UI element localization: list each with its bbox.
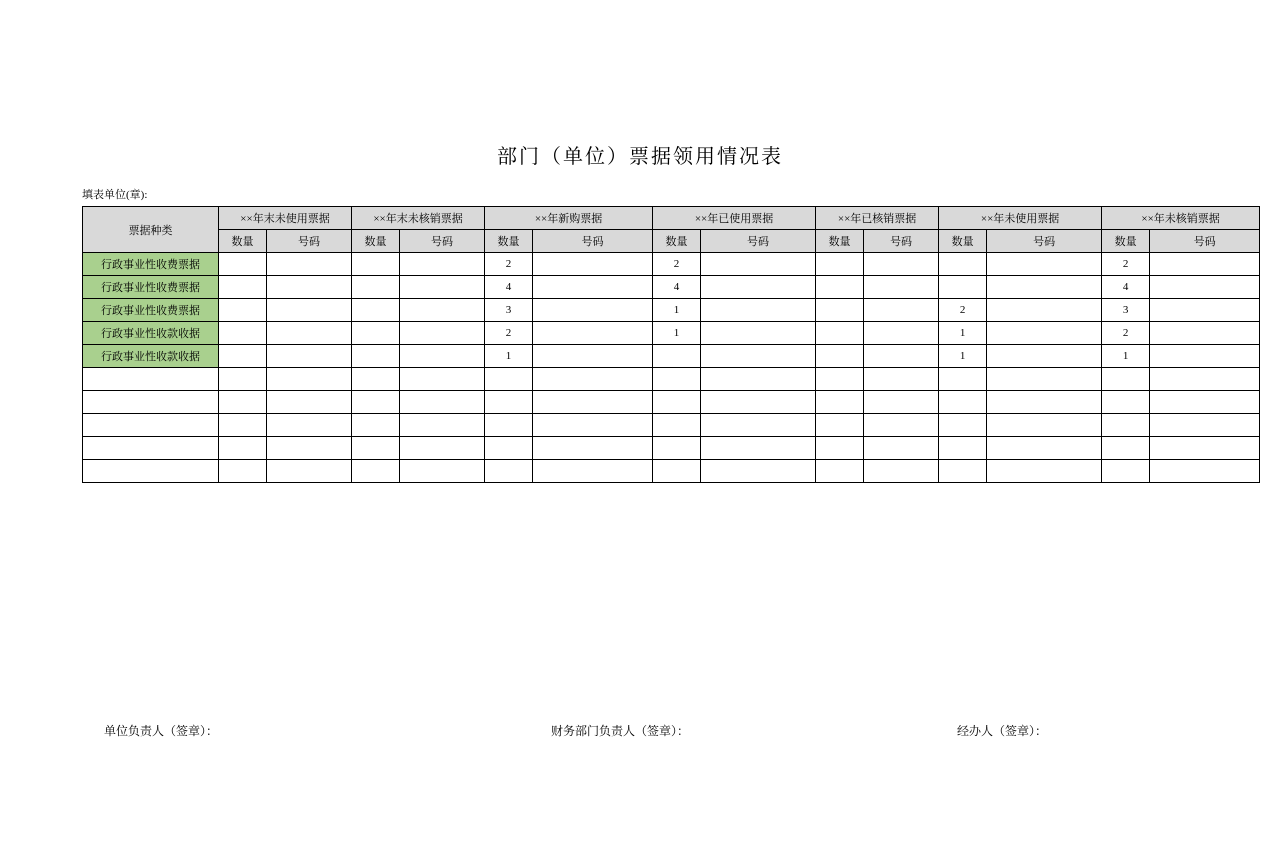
row-kind-cell[interactable]: 行政事业性收款收据 (83, 345, 219, 368)
cell-quantity[interactable]: 3 (1102, 299, 1150, 322)
cell-quantity[interactable] (939, 437, 987, 460)
cell-number[interactable] (533, 391, 653, 414)
table-row (83, 322, 1260, 345)
cell-quantity[interactable] (352, 437, 400, 460)
cell-quantity[interactable] (816, 414, 864, 437)
cell-quantity[interactable]: 1 (485, 345, 533, 368)
cell-quantity[interactable]: 4 (653, 276, 701, 299)
header-sub-qty-2: 数量 (485, 230, 533, 253)
cell-quantity[interactable]: 2 (1102, 253, 1150, 276)
cell-quantity[interactable]: 2 (1102, 322, 1150, 345)
header-sub-qty-1: 数量 (352, 230, 400, 253)
table-row (83, 414, 1260, 437)
cell-quantity[interactable] (653, 345, 701, 368)
cell-quantity[interactable]: 2 (939, 299, 987, 322)
cell-number[interactable] (1150, 253, 1260, 276)
cell-number[interactable] (987, 391, 1102, 414)
cell-number[interactable] (701, 437, 816, 460)
cell-number[interactable] (864, 368, 939, 391)
cell-number[interactable] (1150, 368, 1260, 391)
cell-quantity[interactable] (653, 368, 701, 391)
cell-number[interactable] (701, 345, 816, 368)
row-kind-cell[interactable]: 行政事业性收费票据 (83, 276, 219, 299)
cell-number[interactable] (987, 460, 1102, 483)
cell-number[interactable] (987, 253, 1102, 276)
cell-number[interactable] (267, 322, 352, 345)
cell-quantity[interactable] (219, 345, 267, 368)
cell-quantity[interactable]: 1 (653, 322, 701, 345)
header-kind: 票据种类 (83, 207, 219, 253)
cell-number[interactable] (533, 414, 653, 437)
cell-quantity[interactable] (352, 299, 400, 322)
header-sub-qty-0: 数量 (219, 230, 267, 253)
header-group-2: ××年新购票据 (485, 207, 653, 230)
cell-number[interactable] (864, 253, 939, 276)
cell-quantity[interactable] (219, 391, 267, 414)
cell-number[interactable] (267, 299, 352, 322)
cell-quantity[interactable]: 1 (1102, 345, 1150, 368)
table-row (83, 345, 1260, 368)
cell-number[interactable] (267, 460, 352, 483)
cell-number[interactable] (701, 253, 816, 276)
cell-number[interactable] (533, 322, 653, 345)
header-sub-no-0: 号码 (267, 230, 352, 253)
table-row (83, 391, 1260, 414)
cell-number[interactable] (400, 437, 485, 460)
cell-number[interactable] (533, 253, 653, 276)
cell-quantity[interactable]: 4 (485, 276, 533, 299)
header-sub-qty-4: 数量 (816, 230, 864, 253)
page-title: 部门（单位）票据领用情况表 (497, 146, 783, 168)
cell-number[interactable] (701, 322, 816, 345)
cell-quantity[interactable] (219, 460, 267, 483)
cell-quantity[interactable]: 1 (939, 322, 987, 345)
footer-unit-head: 单位负责人（签章）： (104, 724, 219, 738)
cell-number[interactable] (701, 391, 816, 414)
cell-quantity[interactable] (352, 276, 400, 299)
cell-number[interactable] (864, 299, 939, 322)
cell-number[interactable] (701, 414, 816, 437)
cell-quantity[interactable] (352, 368, 400, 391)
cell-quantity[interactable] (219, 276, 267, 299)
cell-number[interactable] (533, 437, 653, 460)
header-sub-no-5: 号码 (987, 230, 1102, 253)
cell-number[interactable] (400, 460, 485, 483)
cell-number[interactable] (533, 345, 653, 368)
cell-quantity[interactable] (653, 414, 701, 437)
cell-quantity[interactable] (352, 414, 400, 437)
row-kind-cell[interactable]: 行政事业性收款收据 (83, 322, 219, 345)
cell-quantity[interactable]: 1 (939, 345, 987, 368)
cell-quantity[interactable] (352, 391, 400, 414)
cell-quantity[interactable] (1102, 391, 1150, 414)
table-row (83, 299, 1260, 322)
cell-quantity[interactable] (653, 391, 701, 414)
cell-number[interactable] (701, 460, 816, 483)
cell-quantity[interactable]: 2 (485, 322, 533, 345)
cell-number[interactable] (864, 391, 939, 414)
row-kind-cell[interactable]: 行政事业性收费票据 (83, 299, 219, 322)
cell-quantity[interactable] (816, 253, 864, 276)
cell-number[interactable] (987, 345, 1102, 368)
cell-number[interactable] (267, 368, 352, 391)
cell-quantity[interactable] (939, 460, 987, 483)
cell-quantity[interactable]: 2 (485, 253, 533, 276)
cell-quantity[interactable] (816, 276, 864, 299)
cell-number[interactable] (1150, 276, 1260, 299)
cell-number[interactable] (864, 460, 939, 483)
cell-quantity[interactable]: 1 (653, 299, 701, 322)
row-kind-cell[interactable] (83, 368, 219, 391)
cell-number[interactable] (267, 276, 352, 299)
cell-quantity[interactable] (939, 368, 987, 391)
cell-number[interactable] (267, 437, 352, 460)
cell-number[interactable] (701, 368, 816, 391)
cell-quantity[interactable]: 3 (485, 299, 533, 322)
cell-quantity[interactable] (352, 253, 400, 276)
cell-number[interactable] (1150, 322, 1260, 345)
cell-quantity[interactable] (939, 414, 987, 437)
header-group-3: ××年已使用票据 (653, 207, 816, 230)
row-kind-cell[interactable] (83, 437, 219, 460)
cell-number[interactable] (701, 276, 816, 299)
cell-number[interactable] (864, 276, 939, 299)
cell-number[interactable] (400, 414, 485, 437)
row-kind-cell[interactable] (83, 391, 219, 414)
cell-quantity[interactable] (939, 276, 987, 299)
row-kind-cell[interactable] (83, 460, 219, 483)
signature-footer (0, 722, 1280, 742)
table-header-sub-row (83, 230, 1260, 253)
header-group-6: ××年未核销票据 (1102, 207, 1260, 230)
cell-quantity[interactable] (816, 460, 864, 483)
table-row (83, 368, 1260, 391)
table-row (83, 253, 1260, 276)
cell-quantity[interactable] (352, 345, 400, 368)
header-sub-qty-3: 数量 (653, 230, 701, 253)
cell-number[interactable] (1150, 345, 1260, 368)
cell-number[interactable] (267, 253, 352, 276)
header-sub-no-6: 号码 (1150, 230, 1260, 253)
cell-number[interactable] (1150, 299, 1260, 322)
header-sub-no-3: 号码 (701, 230, 816, 253)
cell-quantity[interactable] (816, 437, 864, 460)
cell-quantity[interactable] (939, 253, 987, 276)
cell-quantity[interactable] (219, 368, 267, 391)
cell-number[interactable] (533, 460, 653, 483)
cell-number[interactable] (1150, 437, 1260, 460)
cell-number[interactable] (400, 391, 485, 414)
bill-usage-table (82, 206, 1260, 483)
cell-quantity[interactable] (485, 437, 533, 460)
cell-quantity[interactable] (485, 391, 533, 414)
cell-number[interactable] (533, 299, 653, 322)
header-group-1: ××年末未核销票据 (352, 207, 485, 230)
cell-quantity[interactable] (816, 299, 864, 322)
header-sub-qty-5: 数量 (939, 230, 987, 253)
cell-quantity[interactable] (485, 414, 533, 437)
cell-quantity[interactable] (653, 460, 701, 483)
cell-quantity[interactable] (219, 253, 267, 276)
table-row (83, 460, 1260, 483)
cell-number[interactable] (987, 322, 1102, 345)
cell-number[interactable] (533, 368, 653, 391)
cell-quantity[interactable] (219, 299, 267, 322)
header-group-0: ××年末未使用票据 (219, 207, 352, 230)
cell-number[interactable] (267, 391, 352, 414)
cell-quantity[interactable] (1102, 368, 1150, 391)
cell-number[interactable] (400, 276, 485, 299)
cell-number[interactable] (701, 299, 816, 322)
row-kind-cell[interactable] (83, 414, 219, 437)
header-group-4: ××年已核销票据 (816, 207, 939, 230)
cell-quantity[interactable] (816, 322, 864, 345)
header-sub-no-2: 号码 (533, 230, 653, 253)
cell-number[interactable] (267, 345, 352, 368)
header-sub-no-1: 号码 (400, 230, 485, 253)
cell-quantity[interactable] (352, 322, 400, 345)
table-row (83, 437, 1260, 460)
cell-quantity[interactable] (1102, 414, 1150, 437)
cell-number[interactable] (987, 368, 1102, 391)
cell-number[interactable] (400, 253, 485, 276)
cell-quantity[interactable] (219, 414, 267, 437)
table-header-group-row (83, 207, 1260, 230)
cell-number[interactable] (400, 299, 485, 322)
cell-number[interactable] (987, 299, 1102, 322)
header-sub-no-4: 号码 (864, 230, 939, 253)
cell-quantity[interactable]: 4 (1102, 276, 1150, 299)
cell-number[interactable] (987, 276, 1102, 299)
cell-quantity[interactable] (653, 437, 701, 460)
footer-operator: 经办人（签章）： (957, 724, 1048, 738)
filler-unit-label: 填表单位(章): (82, 189, 148, 201)
row-kind-cell[interactable]: 行政事业性收费票据 (83, 253, 219, 276)
cell-number[interactable] (864, 437, 939, 460)
cell-quantity[interactable] (939, 391, 987, 414)
cell-quantity[interactable]: 2 (653, 253, 701, 276)
cell-quantity[interactable] (485, 460, 533, 483)
cell-number[interactable] (267, 414, 352, 437)
cell-number[interactable] (1150, 391, 1260, 414)
cell-number[interactable] (864, 345, 939, 368)
cell-number[interactable] (1150, 414, 1260, 437)
cell-number[interactable] (1150, 460, 1260, 483)
header-group-5: ××年未使用票据 (939, 207, 1102, 230)
cell-number[interactable] (533, 276, 653, 299)
cell-quantity[interactable] (352, 460, 400, 483)
cell-number[interactable] (987, 437, 1102, 460)
cell-quantity[interactable] (485, 368, 533, 391)
cell-number[interactable] (400, 345, 485, 368)
table-body (83, 253, 1260, 483)
header-sub-qty-6: 数量 (1102, 230, 1150, 253)
cell-quantity[interactable] (816, 391, 864, 414)
cell-number[interactable] (864, 414, 939, 437)
cell-quantity[interactable] (1102, 437, 1150, 460)
cell-number[interactable] (864, 322, 939, 345)
cell-quantity[interactable] (816, 368, 864, 391)
cell-number[interactable] (400, 322, 485, 345)
table-row (83, 276, 1260, 299)
cell-quantity[interactable] (219, 322, 267, 345)
cell-quantity[interactable] (1102, 460, 1150, 483)
cell-number[interactable] (400, 368, 485, 391)
footer-finance-head: 财务部门负责人（签章）： (551, 724, 690, 738)
cell-quantity[interactable] (816, 345, 864, 368)
cell-number[interactable] (987, 414, 1102, 437)
cell-quantity[interactable] (219, 437, 267, 460)
